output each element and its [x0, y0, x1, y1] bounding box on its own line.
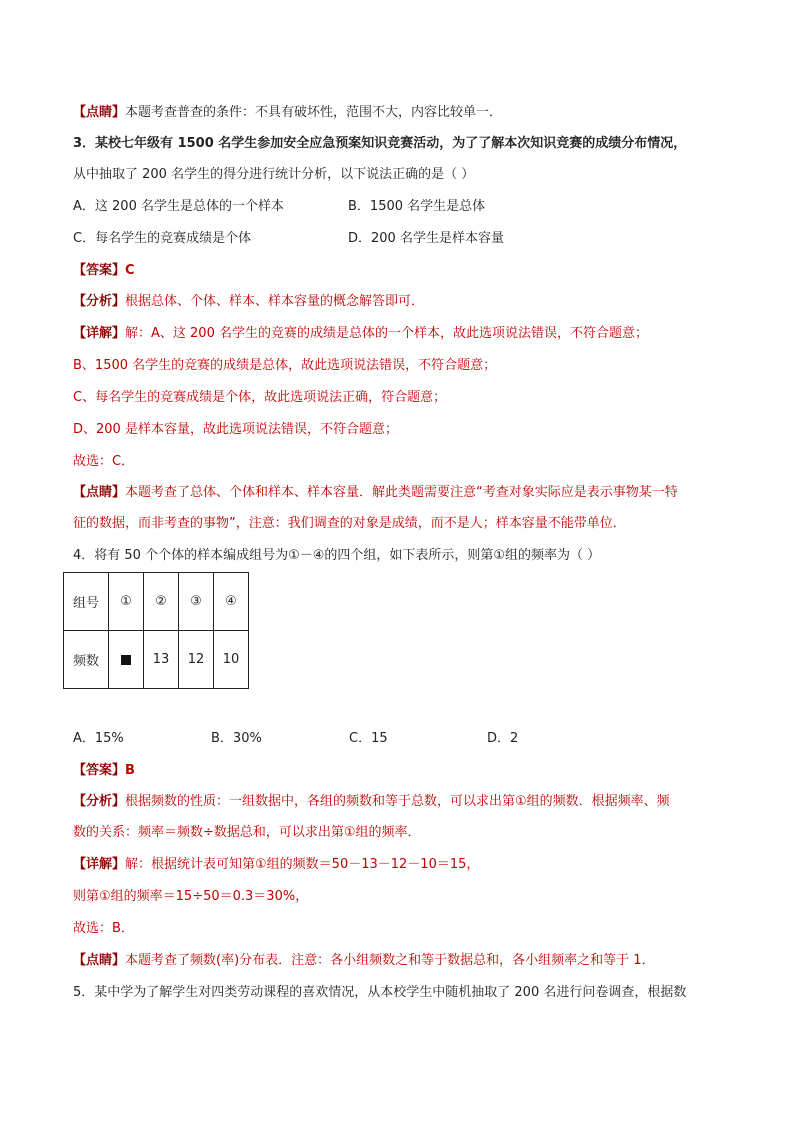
- q3-fenxi-text: 根据总体、个体、样本、样本容量的概念解答即可．: [125, 294, 425, 309]
- q4-answer-value: B: [125, 763, 135, 778]
- dianjing-tag: 【点睛】: [73, 105, 126, 120]
- table-cell: ④: [214, 573, 249, 631]
- table-cell: 12: [179, 631, 214, 689]
- q4-option-d: D．2: [487, 731, 519, 746]
- frequency-table: [63, 572, 249, 689]
- table-cell: [109, 631, 144, 689]
- answer-tag: 【答案】: [73, 263, 126, 278]
- q4-fenxi-text-2: 数的关系：频率＝频数÷数据总和，可以求出第①组的频率．: [73, 825, 421, 840]
- dianjing-tag: 【点睛】: [73, 485, 126, 500]
- q3-fenxi: [73, 293, 424, 311]
- table-cell: ②: [144, 573, 179, 631]
- q4-dianjing: [73, 952, 655, 970]
- q3-option-b: B．1500 名学生是总体: [348, 199, 486, 214]
- q5-stem: 5．某中学为了解学生对四类劳动课程的喜欢情况，从本校学生中随机抽取了 200 名进行问卷调查，根据数: [73, 985, 687, 1000]
- q4-stem: 4．将有 50 个个体的样本编成组号为①－④的四个组，如下表所示，则第①组的频率为（ ）: [73, 548, 601, 563]
- table-cell: ③: [179, 573, 214, 631]
- q3-detail-d: D、200 是样本容量，故此选项说法错误，不符合题意；: [73, 422, 398, 437]
- black-square-icon: [121, 655, 131, 665]
- table-cell: 13: [144, 631, 179, 689]
- q3-detail-c: C、每名学生的竞赛成绩是个体，故此选项说法正确，符合题意；: [73, 390, 447, 405]
- fenxi-tag: 【分析】: [73, 794, 126, 809]
- q4-fenxi: [73, 793, 670, 811]
- q2-dianjing: [73, 104, 502, 122]
- q4-choice: 故选：B．: [73, 921, 134, 936]
- q2-dianjing-text: 本题考查普查的条件：不具有破坏性，范围不大，内容比较单一．: [125, 105, 503, 120]
- q3-answer-value: C: [125, 263, 135, 278]
- table-header-group: 组号: [64, 573, 109, 631]
- q3-dianjing-text-2: 征的数据，而非考查的事物”，注意：我们调查的对象是成绩，而不是人；样本容量不能带单位．: [73, 516, 626, 531]
- q3-option-a: A．这 200 名学生是总体的一个样本: [73, 199, 284, 214]
- table-cell: ①: [109, 573, 144, 631]
- q3-answer: [73, 262, 135, 280]
- q3-dianjing-text-1: 本题考查了总体、个体和样本、样本容量．解此类题需要注意“考查对象实际应是表示事物某一特: [125, 485, 678, 500]
- q4-answer: [73, 762, 135, 780]
- q3-option-c: C．每名学生的竞赛成绩是个体: [73, 231, 252, 246]
- q4-option-c: C．15: [349, 731, 388, 746]
- q4-detail-2: 则第①组的频率＝15÷50＝0.3＝30%，: [73, 889, 309, 904]
- q4-dianjing-text: 本题考查了频数(率)分布表．注意：各小组频数之和等于数据总和，各小组频率之和等于 1．: [125, 953, 655, 968]
- table-row: [64, 631, 249, 689]
- q3-stem-line-2: 从中抽取了 200 名学生的得分进行统计分析，以下说法正确的是（ ）: [73, 167, 475, 182]
- q3-xiangjie: [73, 325, 648, 343]
- fenxi-tag: 【分析】: [73, 294, 126, 309]
- table-cell: 10: [214, 631, 249, 689]
- q3-option-d: D．200 名学生是样本容量: [348, 231, 504, 246]
- q4-xiangjie: [73, 856, 479, 874]
- table-header-count: 频数: [64, 631, 109, 689]
- q4-option-a: A．15%: [73, 731, 124, 746]
- q3-stem-line-1: 3．某校七年级有 1500 名学生参加安全应急预案知识竞赛活动，为了了解本次知识竞赛的成绩分布情况，: [73, 136, 687, 151]
- q3-choice: 故选：C．: [73, 454, 135, 469]
- xiangjie-tag: 【详解】: [73, 326, 126, 341]
- q3-dianjing: [73, 484, 678, 502]
- q3-xiangjie-text: 解：A、这 200 名学生的竞赛的成绩是总体的一个样本，故此选项说法错误，不符合题意；: [125, 326, 648, 341]
- q4-option-b: B．30%: [211, 731, 262, 746]
- table-row: [64, 573, 249, 631]
- answer-tag: 【答案】: [73, 763, 126, 778]
- xiangjie-tag: 【详解】: [73, 857, 126, 872]
- q4-fenxi-text-1: 根据频数的性质：一组数据中，各组的频数和等于总数，可以求出第①组的频数．根据频率、频: [125, 794, 670, 809]
- dianjing-tag: 【点睛】: [73, 953, 126, 968]
- q4-xiangjie-text: 解：根据统计表可知第①组的频数＝50－13－12－10＝15，: [125, 857, 480, 872]
- q3-detail-b: B、1500 名学生的竞赛的成绩是总体，故此选项说法错误，不符合题意；: [73, 358, 497, 373]
